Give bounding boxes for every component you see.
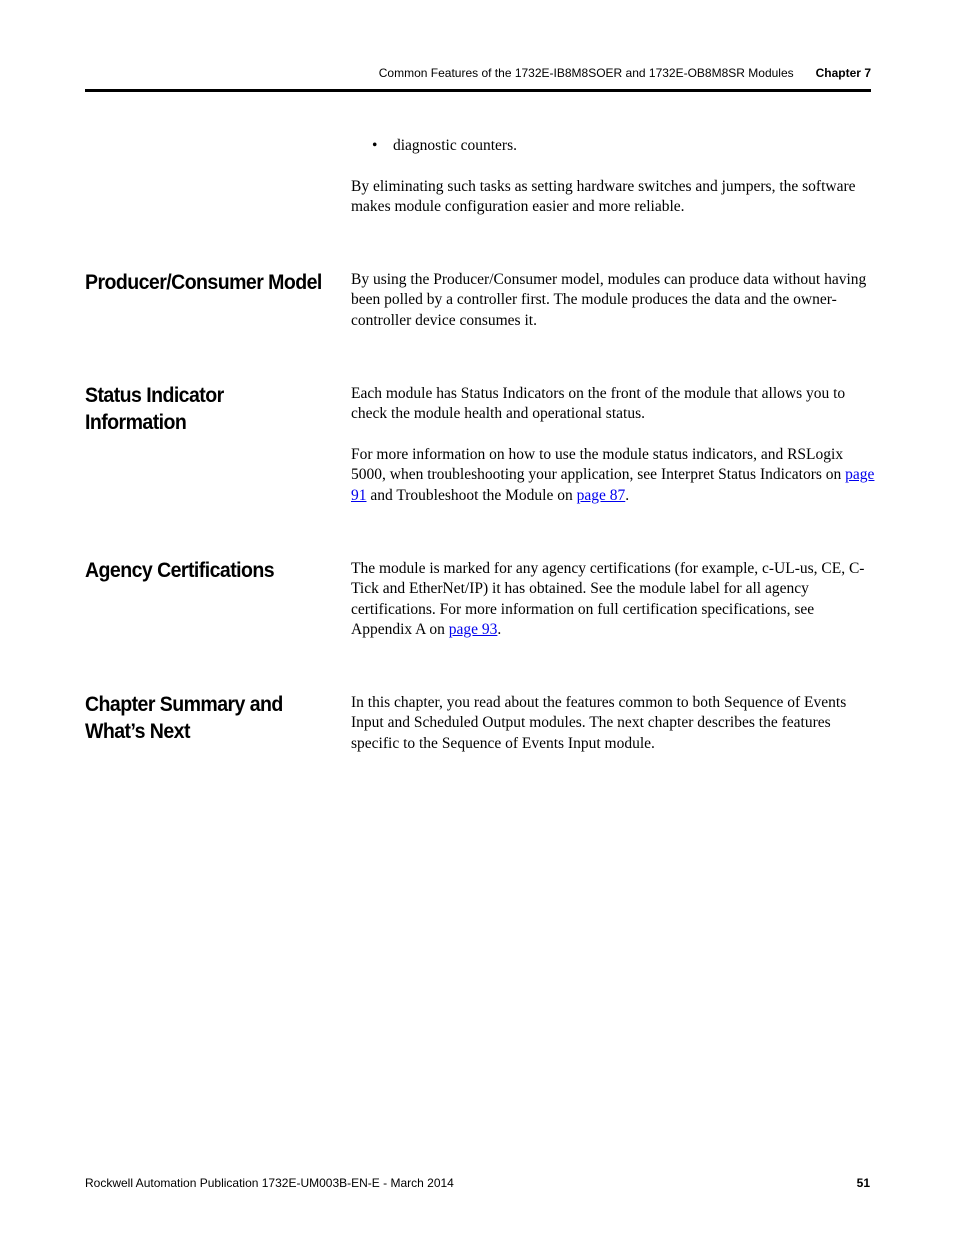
producer-consumer-paragraph: By using the Producer/Consumer model, modules can produce data without having been polled by a controller first. The module produces the data and the owner-controller device consumes it. [351,271,867,329]
link-page-91[interactable]: page 91 [351,466,875,504]
agency-text-2: . [497,620,502,638]
running-header [85,66,871,82]
heading-chapter-summary [85,691,322,745]
status-indicator-paragraph-1: Each module has Status Indicators on the front of the module that allows you to check the module health and operational status. [351,385,846,423]
bullet-item [372,136,517,156]
chapter-summary-paragraph: In this chapter, you read about the features common to both Sequence of Events Input and Scheduled Output modules. The next chapter describes the features specific to the Sequence of Events Input module. [351,694,847,752]
status-indicator-paragraph-2 [351,445,876,506]
status-indicator-text-1: For more information on how to use the module status indicators, and RSLogix 5000, when troubleshooting your application, see Interpret Status Indicators on [351,446,846,484]
intro-paragraph: By eliminating such tasks as setting hardware switches and jumpers, the software makes module configuration easier and more reliable. [351,178,856,216]
footer-publication: Rockwell Automation Publication 1732E-UM003B-EN-E - March 2014 [85,1176,454,1190]
heading-status-indicator-line1: Status Indicator [85,384,224,407]
header-rule [85,89,871,92]
heading-producer-consumer: Producer/Consumer Model [85,271,322,294]
status-indicator-text-2: and Troubleshoot the Module on [366,486,577,504]
heading-chapter-summary-line2: What’s Next [85,720,190,743]
heading-status-indicator-line2: Information [85,411,187,434]
agency-paragraph [351,559,876,640]
agency-text-1: The module is marked for any agency certifications (for example, c-UL-us, CE, C-Tick and EtherNet/IP) it has obtained. See the module label for all agency certifications. For more information on full certification specifications, see Appendix A on [351,560,865,638]
heading-status-indicator [85,382,322,436]
link-page-87[interactable]: page 87 [576,486,626,504]
bullet-dot-icon: • [372,137,378,154]
status-indicator-text-3: . [625,486,630,504]
bullet-text: diagnostic counters. [393,137,517,154]
heading-agency-certifications: Agency Certifications [85,559,275,582]
header-title: Common Features of the 1732E-IB8M8SOER and 1732E-OB8M8SR Modules [378,66,794,80]
link-page-93[interactable]: page 93 [448,620,498,638]
page-number: 51 [856,1176,870,1190]
heading-chapter-summary-line1: Chapter Summary and [85,693,283,716]
header-chapter: Chapter 7 [815,66,871,80]
